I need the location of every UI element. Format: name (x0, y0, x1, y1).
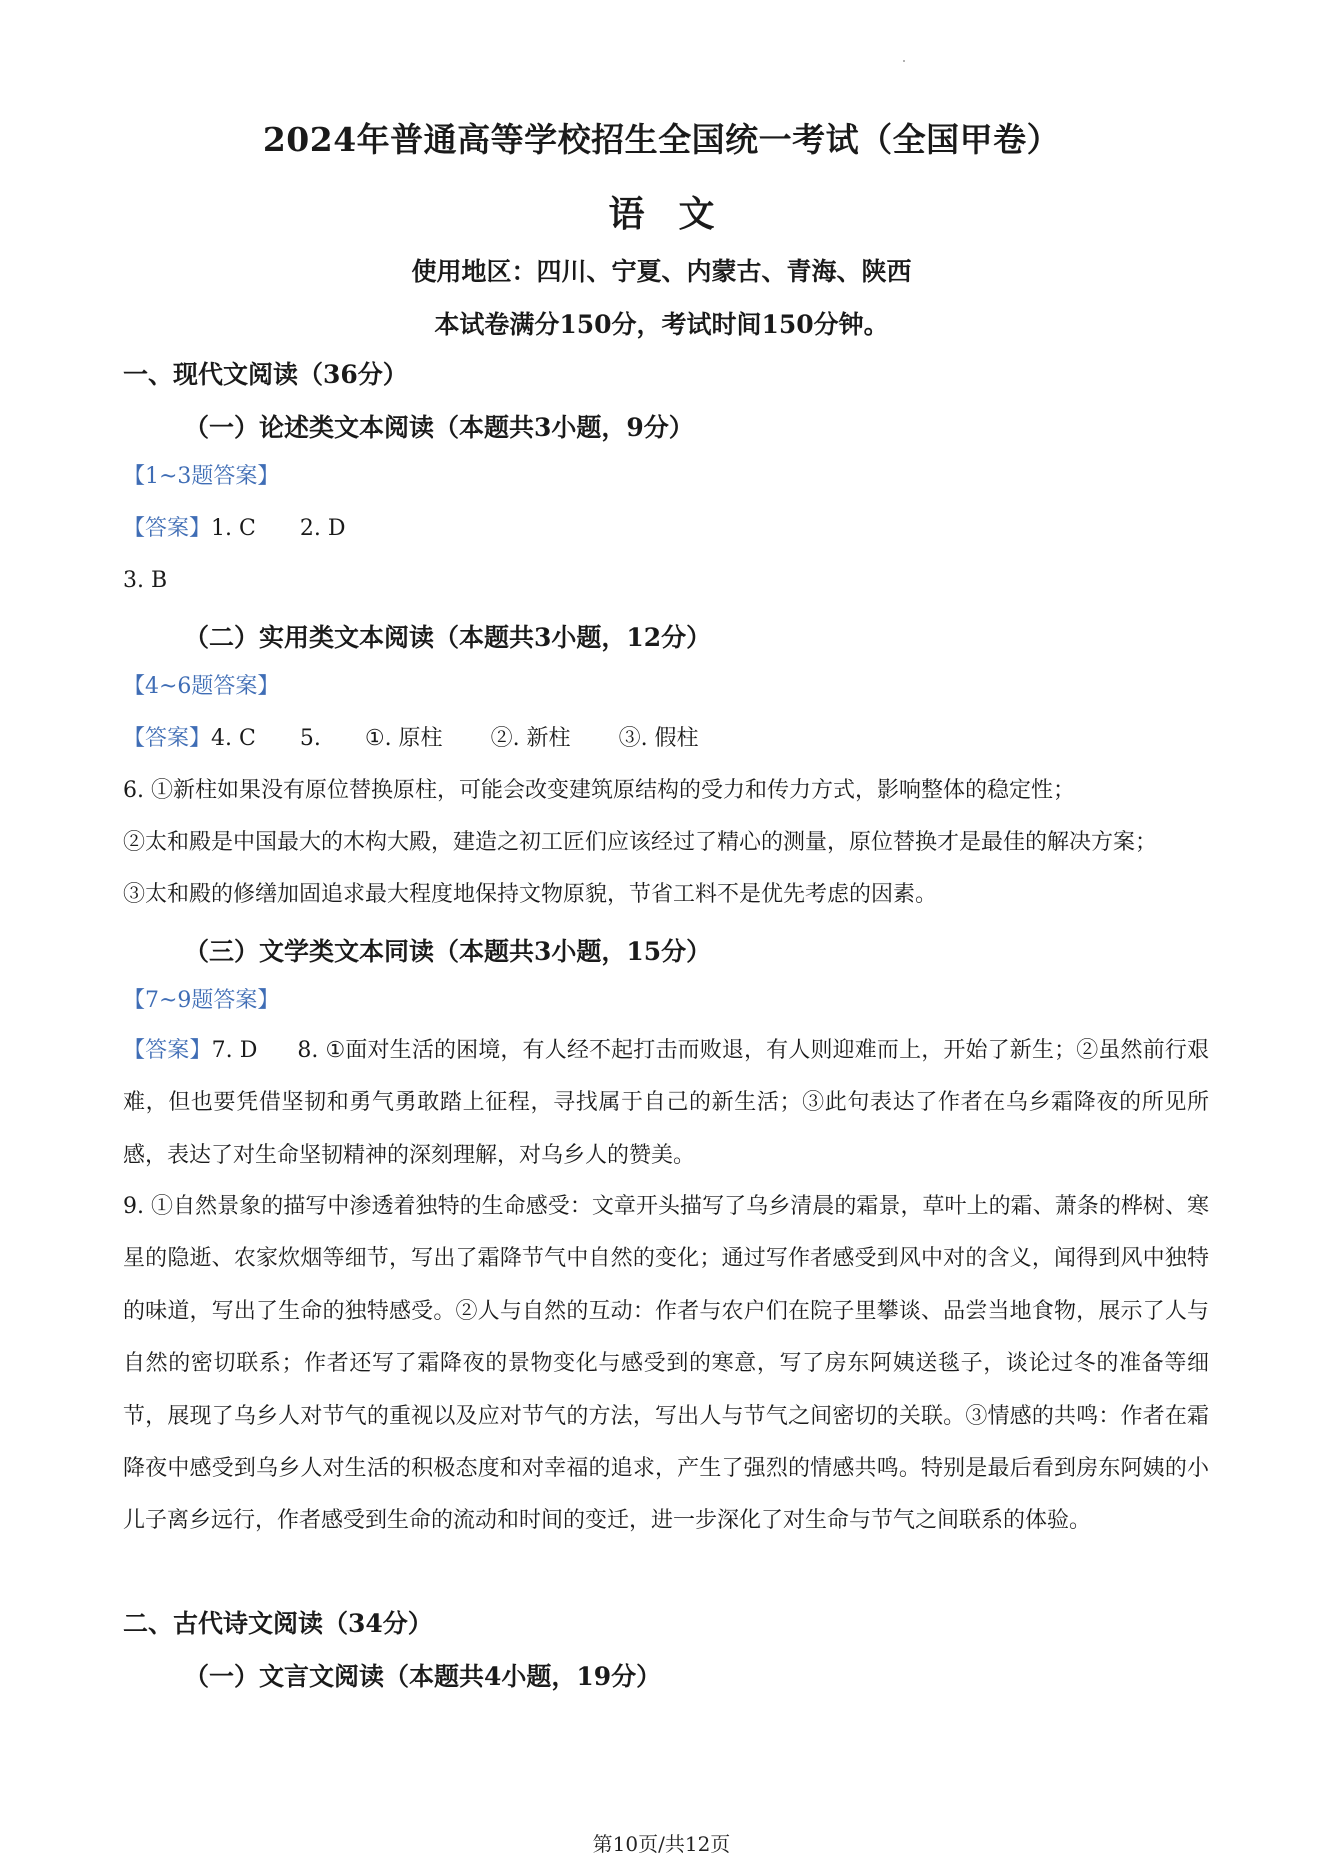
subject-title: 语文 (608, 193, 749, 235)
answer-q7: 7. D (211, 1038, 258, 1063)
answer-q5-blank1: ①. 原柱 (364, 726, 443, 751)
section2-part1-heading: （一）文言文阅读（本题共4小题，19分） (184, 1662, 662, 1691)
section2-heading: 二、古代诗文阅读（34分） (123, 1609, 433, 1638)
answer-tag: 【答案】 (123, 1038, 212, 1063)
answer-q6-line1: 6. ①新柱如果没有原位替换原柱，可能会改变建筑原结构的受力和传力方式，影响整体的稳定性； (123, 778, 1075, 803)
answer-q5: 5. (299, 726, 321, 751)
answer-q9-paragraph: 9. ①自然景象的描写中渗透着独特的生命感受：文章开头描写了乌乡清晨的霜景，草叶上的霜、萧条的桦树、寒星的隐逝、农家炊烟等细节，写出了霜降节气中自然的变化；通过写作者感受到风中对的含义，闻得到风中独特的味道，写出了生命的独特感受。②人与自然的互动：作者与农户们在院子里攀谈、品尝当地食物，展示了人与自然的密切联系；作者还写了霜降夜的景物变化与感受到的寒意，写了房东阿姨送毯子，谈论过冬的准备等细节，展现了乌乡人对节气的重视以及应对节气的方法，写出人与节气之间密切的关联。③情感的共鸣：作者在霜降夜中感受到乌乡人对生活的积极态度和对幸福的追求，产生了强烈的情感共鸣。特别是最后看到房东阿姨的小儿子离乡远行，作者感受到生命的流动和时间的变迁，进一步深化了对生命与节气之间联系的体验。 (123, 1194, 1209, 1534)
section1-heading: 一、现代文阅读（36分） (123, 360, 408, 389)
answer-tag: 【答案】 (123, 726, 212, 751)
answer-tag: 【答案】 (123, 516, 212, 541)
section1-part3-heading: （三）文学类文本同读（本题共3小题，15分） (184, 937, 712, 966)
answer-q6-line3: ③太和殿的修缮加固追求最大程度地保持文物原貌，节省工料不是优先考虑的因素。 (123, 882, 938, 907)
answer-line-4-5 (123, 724, 699, 754)
exam-title: 2024年普通高等学校招生全国统一考试（全国甲卷） (262, 120, 1061, 159)
answer-q1: 1. C (211, 516, 256, 541)
answer-q8: 8. ①面对生活的困境，有人经不起打击而败退，有人则迎难而上，开始了新生；②虽然前行艰难，但也要凭借坚韧和勇气勇敢踏上征程，寻找属于自己的新生活；③此句表达了作者在乌乡霜降夜的所见所感，表达了对生命坚韧精神的深刻理解，对乌乡人的赞美。 (123, 1038, 1209, 1168)
answer-label-1-3: 【1~3题答案】 (123, 464, 280, 489)
section1-part2-heading: （二）实用类文本阅读（本题共3小题，12分） (184, 623, 712, 652)
answer-label-7-9: 【7~9题答案】 (123, 988, 280, 1013)
answer-q4: 4. C (211, 726, 256, 751)
section1-part1-heading: （一）论述类文本阅读（本题共3小题，9分） (184, 413, 694, 442)
answer-q6-line2: ②太和殿是中国最大的木构大殿，建造之初工匠们应该经过了精心的测量，原位替换才是最佳的解决方案； (123, 830, 1158, 855)
answer-q7-q8-paragraph (123, 1025, 1209, 1182)
page-number: 第10页/共12页 (592, 1832, 731, 1856)
score-info-line: 本试卷满分150分，考试时间150分钟。 (434, 310, 889, 339)
scan-speck (903, 60, 905, 62)
answer-q3: 3. B (123, 568, 168, 593)
answer-line-1-2 (123, 514, 345, 544)
answer-q2: 2. D (299, 516, 346, 541)
answer-q5-blank2: ②. 新柱 (490, 726, 571, 751)
answer-label-4-6: 【4~6题答案】 (123, 674, 280, 699)
region-line: 使用地区：四川、宁夏、内蒙古、青海、陕西 (411, 257, 912, 286)
answer-q5-blank3: ③. 假柱 (618, 726, 699, 751)
